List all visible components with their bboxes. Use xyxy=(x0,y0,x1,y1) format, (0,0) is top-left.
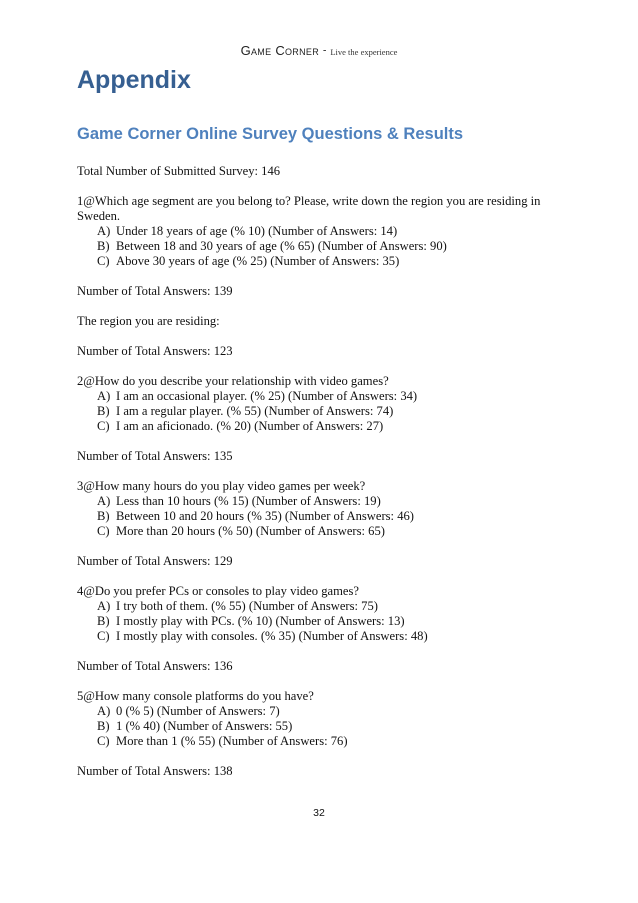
answer-letter: B) xyxy=(97,509,110,523)
answer-text: I am a regular player. (% 55) (Number of Answers: 74) xyxy=(116,404,394,418)
page-number: 32 xyxy=(313,807,325,819)
answer-letter: B) xyxy=(97,239,110,253)
total-answers: Number of Total Answers: 139 xyxy=(77,284,233,298)
total-submitted: Total Number of Submitted Survey: 146 xyxy=(77,164,281,178)
answer-text: I try both of them. (% 55) (Number of Answers: 75) xyxy=(116,599,378,613)
question-text: 5@How many console platforms do you have? xyxy=(77,689,314,703)
answer-item xyxy=(77,239,567,254)
answer-text: Under 18 years of age (% 10) (Number of Answers: 14) xyxy=(116,224,398,238)
page-content xyxy=(77,64,567,779)
answer-text: 0 (% 5) (Number of Answers: 7) xyxy=(116,704,280,718)
answer-item xyxy=(77,629,567,644)
answer-letter: A) xyxy=(97,704,111,718)
answer-item xyxy=(77,599,567,614)
answer-text: More than 1 (% 55) (Number of Answers: 76) xyxy=(116,734,348,748)
answer-letter: A) xyxy=(97,494,111,508)
answer-letter: C) xyxy=(97,524,110,538)
question-text: 2@How do you describe your relationship with video games? xyxy=(77,374,389,388)
answer-letter: B) xyxy=(97,719,110,733)
question-block xyxy=(77,479,567,569)
answer-text: I mostly play with consoles. (% 35) (Number of Answers: 48) xyxy=(116,629,428,643)
question-text: 3@How many hours do you play video games per week? xyxy=(77,479,366,493)
answer-item xyxy=(77,389,567,404)
total-answers: Number of Total Answers: 129 xyxy=(77,554,233,568)
answer-letter: A) xyxy=(97,389,111,403)
answer-item xyxy=(77,494,567,509)
answer-letter: C) xyxy=(97,629,110,643)
answer-text: Between 18 and 30 years of age (% 65) (Number of Answers: 90) xyxy=(116,239,447,253)
answer-list xyxy=(77,389,567,434)
answer-item xyxy=(77,509,567,524)
answer-text: 1 (% 40) (Number of Answers: 55) xyxy=(116,719,293,733)
question-block xyxy=(77,584,567,674)
region-total-answers: Number of Total Answers: 123 xyxy=(77,344,233,358)
answer-item xyxy=(77,224,567,239)
answer-letter: C) xyxy=(97,734,110,748)
question-block xyxy=(77,689,567,779)
answer-letter: B) xyxy=(97,404,110,418)
answer-letter: A) xyxy=(97,599,111,613)
header-tagline: Live the experience xyxy=(330,47,398,57)
question-text: 4@Do you prefer PCs or consoles to play video games? xyxy=(77,584,359,598)
answer-list xyxy=(77,494,567,539)
total-answers: Number of Total Answers: 135 xyxy=(77,449,233,463)
total-answers: Number of Total Answers: 136 xyxy=(77,659,233,673)
header-brand: Game Corner xyxy=(240,43,320,58)
question-block xyxy=(77,374,567,464)
answer-item xyxy=(77,614,567,629)
answer-text: I am an aficionado. (% 20) (Number of Answers: 27) xyxy=(116,419,384,433)
answer-list xyxy=(77,224,567,269)
running-header xyxy=(0,44,638,59)
question-block xyxy=(77,194,567,299)
answer-list xyxy=(77,704,567,749)
answer-text: Less than 10 hours (% 15) (Number of Answers: 19) xyxy=(116,494,381,508)
answer-text: More than 20 hours (% 50) (Number of Answers: 65) xyxy=(116,524,385,538)
answer-item xyxy=(77,419,567,434)
answer-text: I am an occasional player. (% 25) (Number of Answers: 34) xyxy=(116,389,418,403)
answer-item xyxy=(77,719,567,734)
answer-item xyxy=(77,734,567,749)
answer-text: Above 30 years of age (% 25) (Number of Answers: 35) xyxy=(116,254,400,268)
answer-letter: A) xyxy=(97,224,111,238)
answer-letter: C) xyxy=(97,254,110,268)
question-text: 1@Which age segment are you belong to? Please, write down the region you are residing in Sweden. xyxy=(77,194,541,223)
header-separator: - xyxy=(323,45,327,56)
answer-item xyxy=(77,704,567,719)
answer-item xyxy=(77,524,567,539)
page-title: Appendix xyxy=(77,66,191,94)
answer-text: I mostly play with PCs. (% 10) (Number of Answers: 13) xyxy=(116,614,405,628)
answer-list xyxy=(77,599,567,644)
answer-item xyxy=(77,254,567,269)
answer-text: Between 10 and 20 hours (% 35) (Number of Answers: 46) xyxy=(116,509,414,523)
section-subtitle: Game Corner Online Survey Questions & Results xyxy=(77,125,464,143)
total-answers: Number of Total Answers: 138 xyxy=(77,764,233,778)
answer-letter: B) xyxy=(97,614,110,628)
answer-letter: C) xyxy=(97,419,110,433)
answer-item xyxy=(77,404,567,419)
region-prompt: The region you are residing: xyxy=(77,314,220,328)
